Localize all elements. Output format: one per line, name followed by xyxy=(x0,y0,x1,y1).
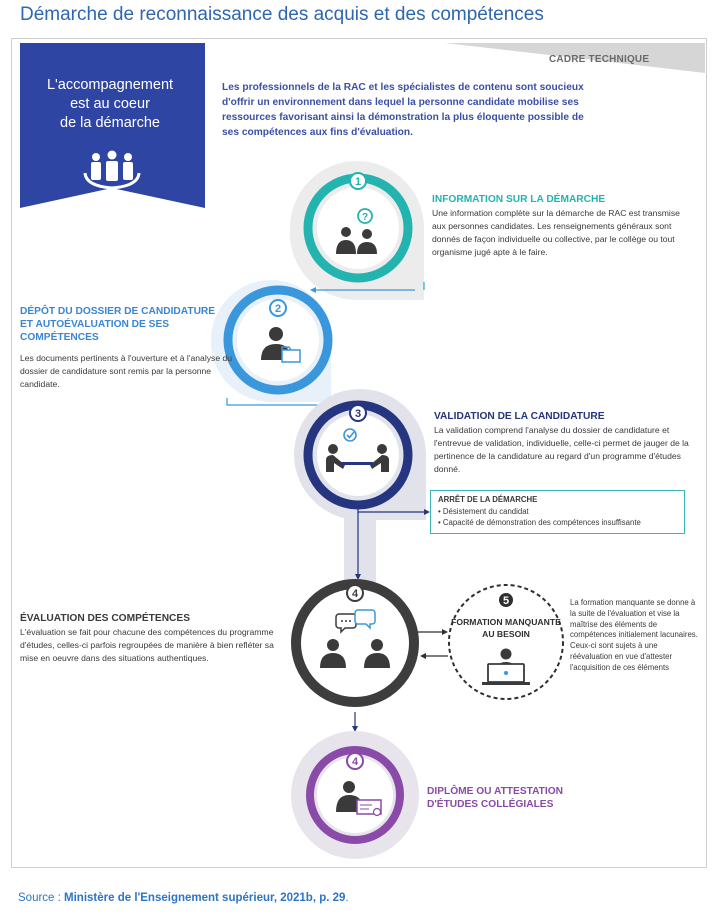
step5-title: FORMATION MANQUANTE AU BESOIN xyxy=(451,617,561,639)
step2-circle xyxy=(228,290,328,390)
step3-number: 3 xyxy=(354,408,362,420)
step4-body: L'évaluation se fait pour chacune des compétences du programme d'études, celles-ci parfois regroupées de manière à bien refléter sa mise en oeuvre dans des situations authentiques. xyxy=(20,627,274,663)
banner-text xyxy=(30,76,190,133)
page-title: Démarche de reconnaissance des acquis et des compétences xyxy=(20,4,544,25)
diploma-title: DIPLÔME OU ATTESTATION D'ÉTUDES COLLÉGIALES xyxy=(427,786,564,810)
step4-number: 4 xyxy=(351,588,359,600)
banner-line-2: est au coeur xyxy=(70,96,150,112)
arret-item: • Désistement du candidat xyxy=(438,507,529,516)
diploma-circle xyxy=(310,750,400,840)
source-link[interactable]: Ministère de l'Enseignement supérieur, 2021b, p. 29 xyxy=(64,892,346,904)
step4-circle xyxy=(296,584,414,702)
arret-item: • Capacité de démonstration des compétences insuffisante xyxy=(438,518,641,527)
step2-body: Les documents pertinents à l'ouverture et à l'analyse du dossier de candidature sont remis par la personne candidate. xyxy=(20,353,233,389)
source-end: . xyxy=(345,892,349,904)
step2-number: 2 xyxy=(274,303,282,315)
step5-body: La formation manquante se donne à la suite de l'évaluation et vise la maîtrise des éléments de compétences initialement lacunaires. Ceux-ci sont sujets à une réévaluation en vue d'attester l'acquisition de ces éléments xyxy=(570,598,698,672)
step2-title: DÉPÔT DU DOSSIER DE CANDIDATURE ET AUTOÉVALUATION DE SES COMPÉTENCES xyxy=(20,306,216,343)
arret-title: ARRÊT DE LA DÉMARCHE xyxy=(438,495,538,504)
step4-title: ÉVALUATION DES COMPÉTENCES xyxy=(20,613,190,624)
diploma-number: 4 xyxy=(351,756,359,768)
step1-title: INFORMATION SUR LA DÉMARCHE xyxy=(432,194,606,205)
source-label: Source : xyxy=(18,892,61,904)
step1-body: Une information complète sur la démarche de RAC est transmise aux personnes candidates. Les renseignements généraux sont donnés de façon individuelle ou collective, par le collège ou tout organisme jugé apte à le faire. xyxy=(432,208,680,257)
source-line xyxy=(18,892,349,904)
svg-text:?: ? xyxy=(361,212,369,223)
step1-number: 1 xyxy=(354,176,362,188)
cadre-technique-label: CADRE TECHNIQUE xyxy=(549,54,650,65)
step1-circle xyxy=(308,173,408,278)
step3-body: La validation comprend l'analyse du dossier de candidature et l'entrevue de validation, individuelle, celle-ci permet de jauger de la pertinence de la candidature au regard d'un programme d'études donné. xyxy=(434,425,689,474)
banner-line-1: L'accompagnement xyxy=(46,77,174,93)
step3-circle xyxy=(308,405,408,505)
step5-circle xyxy=(449,585,563,699)
step3-title: VALIDATION DE LA CANDIDATURE xyxy=(434,411,605,422)
banner-line-3: de la démarche xyxy=(60,115,160,131)
step5-number: 5 xyxy=(502,595,510,607)
intro-paragraph: Les professionnels de la RAC et les spécialistes de contenu sont soucieux d'offrir un environnement dans lequel la personne candidate mobilise ses ressources favorisant ainsi la démonstration la plus éloquente possible de ses compétences aux fins d'évaluation. xyxy=(222,82,584,138)
